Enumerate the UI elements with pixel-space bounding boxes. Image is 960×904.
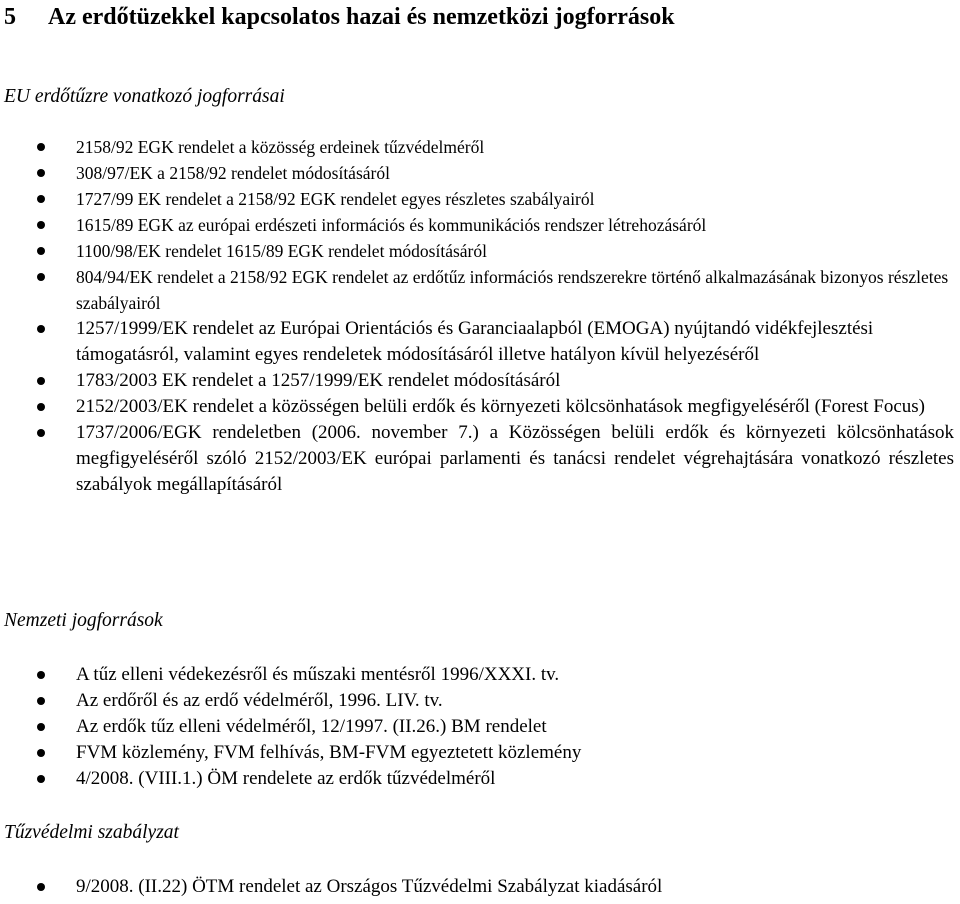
bullet-icon xyxy=(37,883,45,891)
national-sources-list xyxy=(0,662,960,792)
list-item: 9/2008. (II.22) ÖTM rendelet az Országos Tűzvédelmi Szabályzat kiadásáról xyxy=(0,874,960,900)
bullet-icon xyxy=(37,325,45,333)
bullet-icon xyxy=(37,697,45,705)
bullet-icon xyxy=(37,221,45,229)
list-item: Az erdőről és az erdő védelméről, 1996. LIV. tv. xyxy=(0,688,960,714)
list-item: FVM közlemény, FVM felhívás, BM-FVM egyeztetett közlemény xyxy=(0,740,960,766)
fire-code-list xyxy=(0,874,960,900)
bullet-icon xyxy=(37,169,45,177)
bullet-icon xyxy=(37,273,45,281)
eu-sources-list xyxy=(0,134,960,498)
chapter-number: 5 xyxy=(4,4,16,30)
bullet-icon xyxy=(37,195,45,203)
list-item: 308/97/EK a 2158/92 rendelet módosításáról xyxy=(0,160,960,186)
chapter-title-text: Az erdőtüzekkel kapcsolatos hazai és nemzetközi jogforrások xyxy=(48,4,675,30)
section-heading-fire-code: Tűzvédelmi szabályzat xyxy=(4,822,179,843)
bullet-icon xyxy=(37,749,45,757)
chapter-title xyxy=(4,2,675,32)
bullet-icon xyxy=(37,377,45,385)
list-item: Az erdők tűz elleni védelméről, 12/1997. (II.26.) BM rendelet xyxy=(0,714,960,740)
list-item: 804/94/EK rendelet a 2158/92 EGK rendelet az erdőtűz információs rendszerekre történő alkalmazásának bizonyos részletes szabályairól xyxy=(0,264,960,316)
list-item: 1100/98/EK rendelet 1615/89 EGK rendelet módosításáról xyxy=(0,238,960,264)
list-item: 2158/92 EGK rendelet a közösség erdeinek tűzvédelméről xyxy=(0,134,960,160)
list-item: 1257/1999/EK rendelet az Európai Orientációs és Garanciaalapból (EMOGA) nyújtandó vidékfejlesztési támogatásról, valamint egyes rendeletek módosításáról illetve hatályon kívül helyezéséről xyxy=(0,316,960,368)
list-item: 2152/2003/EK rendelet a közösségen belüli erdők és környezeti kölcsönhatások megfigyeléséről (Forest Focus) xyxy=(0,394,960,420)
bullet-icon xyxy=(37,429,45,437)
bullet-icon xyxy=(37,247,45,255)
bullet-icon xyxy=(37,143,45,151)
list-item: 1727/99 EK rendelet a 2158/92 EGK rendelet egyes részletes szabályairól xyxy=(0,186,960,212)
bullet-icon xyxy=(37,775,45,783)
section-heading-eu: EU erdőtűzre vonatkozó jogforrásai xyxy=(4,86,285,107)
list-item: 1783/2003 EK rendelet a 1257/1999/EK rendelet módosításáról xyxy=(0,368,960,394)
list-item: A tűz elleni védekezésről és műszaki mentésről 1996/XXXI. tv. xyxy=(0,662,960,688)
list-item: 1737/2006/EGK rendeletben (2006. november 7.) a Közösségen belüli erdők és környezeti kölcsönhatások megfigyeléséről szóló 2152/2003/EK európai parlamenti és tanácsi rendelet végrehajtására vonatkozó részletes szabályok megállapításáról xyxy=(0,420,960,498)
bullet-icon xyxy=(37,723,45,731)
list-item: 1615/89 EGK az európai erdészeti információs és kommunikációs rendszer létrehozásáról xyxy=(0,212,960,238)
section-heading-national: Nemzeti jogforrások xyxy=(4,610,163,631)
list-item: 4/2008. (VIII.1.) ÖM rendelete az erdők tűzvédelméről xyxy=(0,766,960,792)
bullet-icon xyxy=(37,403,45,411)
bullet-icon xyxy=(37,671,45,679)
